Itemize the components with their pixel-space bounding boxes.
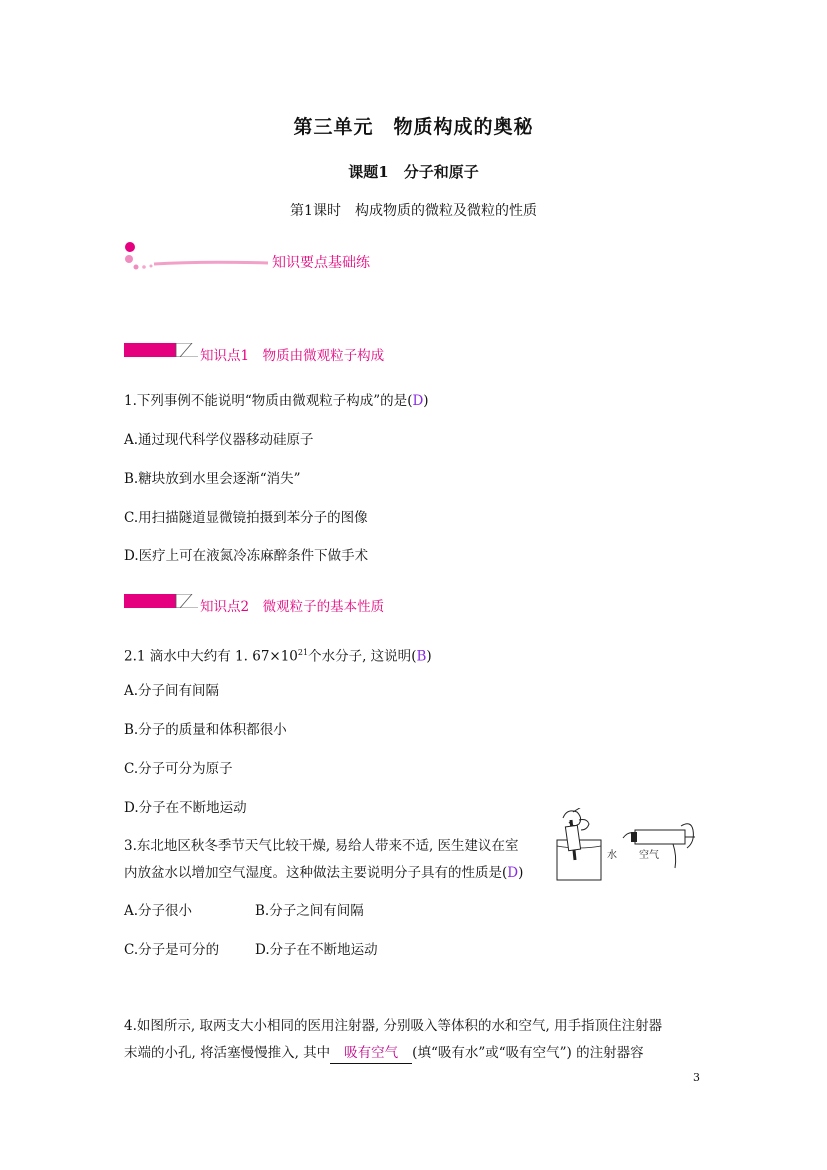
question-2-option: C.分子可分为原子	[124, 761, 233, 777]
question-1-option: B.糖块放到水里会逐渐“消失”	[124, 471, 301, 487]
period-title: 第1课时 构成物质的微粒及微粒的性质	[290, 203, 537, 219]
question-2-stem: 2.1 滴水中大约有 1. $67\times 10^{21}$个水分子, 这说明(B)	[124, 648, 432, 665]
knowledge-point-label: 知识点2 微观粒子的基本性质	[200, 599, 385, 615]
unit-title: 第三单元 物质构成的奥秘	[293, 116, 534, 138]
question-2-option: A.分子间有间隔	[124, 683, 220, 699]
syringe-figure	[553, 808, 698, 882]
question-2-answer: B	[416, 648, 427, 665]
question-1-answer: D	[412, 393, 424, 409]
page-number: 3	[693, 1071, 700, 1084]
question-4-line-2: 末端的小孔, 将活塞慢慢推入, 其中 吸有空气 (填“吸有水”或“吸有空气”) 的注射器容	[124, 1043, 644, 1064]
question-1-stem: 1.下列事例不能说明“物质由微观粒子构成”的是(D)	[124, 393, 429, 409]
knowledge-point-tab-icon	[124, 594, 198, 608]
section-label: 知识要点基础练	[272, 255, 370, 271]
question-4-answer-blank: 吸有空气	[330, 1043, 412, 1064]
lesson-title: 课题1 分子和原子	[348, 163, 479, 181]
knowledge-point-tab-icon	[124, 343, 198, 357]
question-4-line-1: 4.如图所示, 取两支大小相同的医用注射器, 分别吸入等体积的水和空气, 用手指顶住注射器	[124, 1018, 663, 1034]
decorative-dots-icon	[122, 242, 272, 272]
syringe-illustration-icon	[553, 808, 698, 882]
question-1-option: D.医疗上可在液氮冷冻麻醉条件下做手术	[124, 548, 369, 564]
question-3-option: B.分子之间有间隔	[255, 903, 364, 919]
question-3-option: D.分子在不断地运动	[255, 942, 378, 958]
question-3-line-2: 内放盆水以增加空气湿度。这种做法主要说明分子具有的性质是(D)	[124, 865, 524, 881]
question-2-option: D.分子在不断地运动	[124, 800, 247, 816]
question-3-option: C.分子是可分的	[124, 942, 220, 958]
knowledge-point-label: 知识点1 物质由微观粒子构成	[200, 348, 385, 364]
question-3-answer: D	[507, 865, 519, 881]
question-1-option: A.通过现代科学仪器移动硅原子	[124, 432, 314, 448]
section-banner	[122, 242, 402, 272]
question-1-option: C.用扫描隧道显微镜拍摄到苯分子的图像	[124, 510, 368, 526]
question-3-line-1: 3.东北地区秋冬季节天气比较干燥, 易给人带来不适, 医生建议在室	[124, 838, 519, 854]
question-3-option: A.分子很小	[124, 903, 193, 919]
figure-label-air: 空气	[639, 850, 659, 861]
question-2-option: B.分子的质量和体积都很小	[124, 722, 287, 738]
figure-label-water: 水	[607, 850, 617, 861]
